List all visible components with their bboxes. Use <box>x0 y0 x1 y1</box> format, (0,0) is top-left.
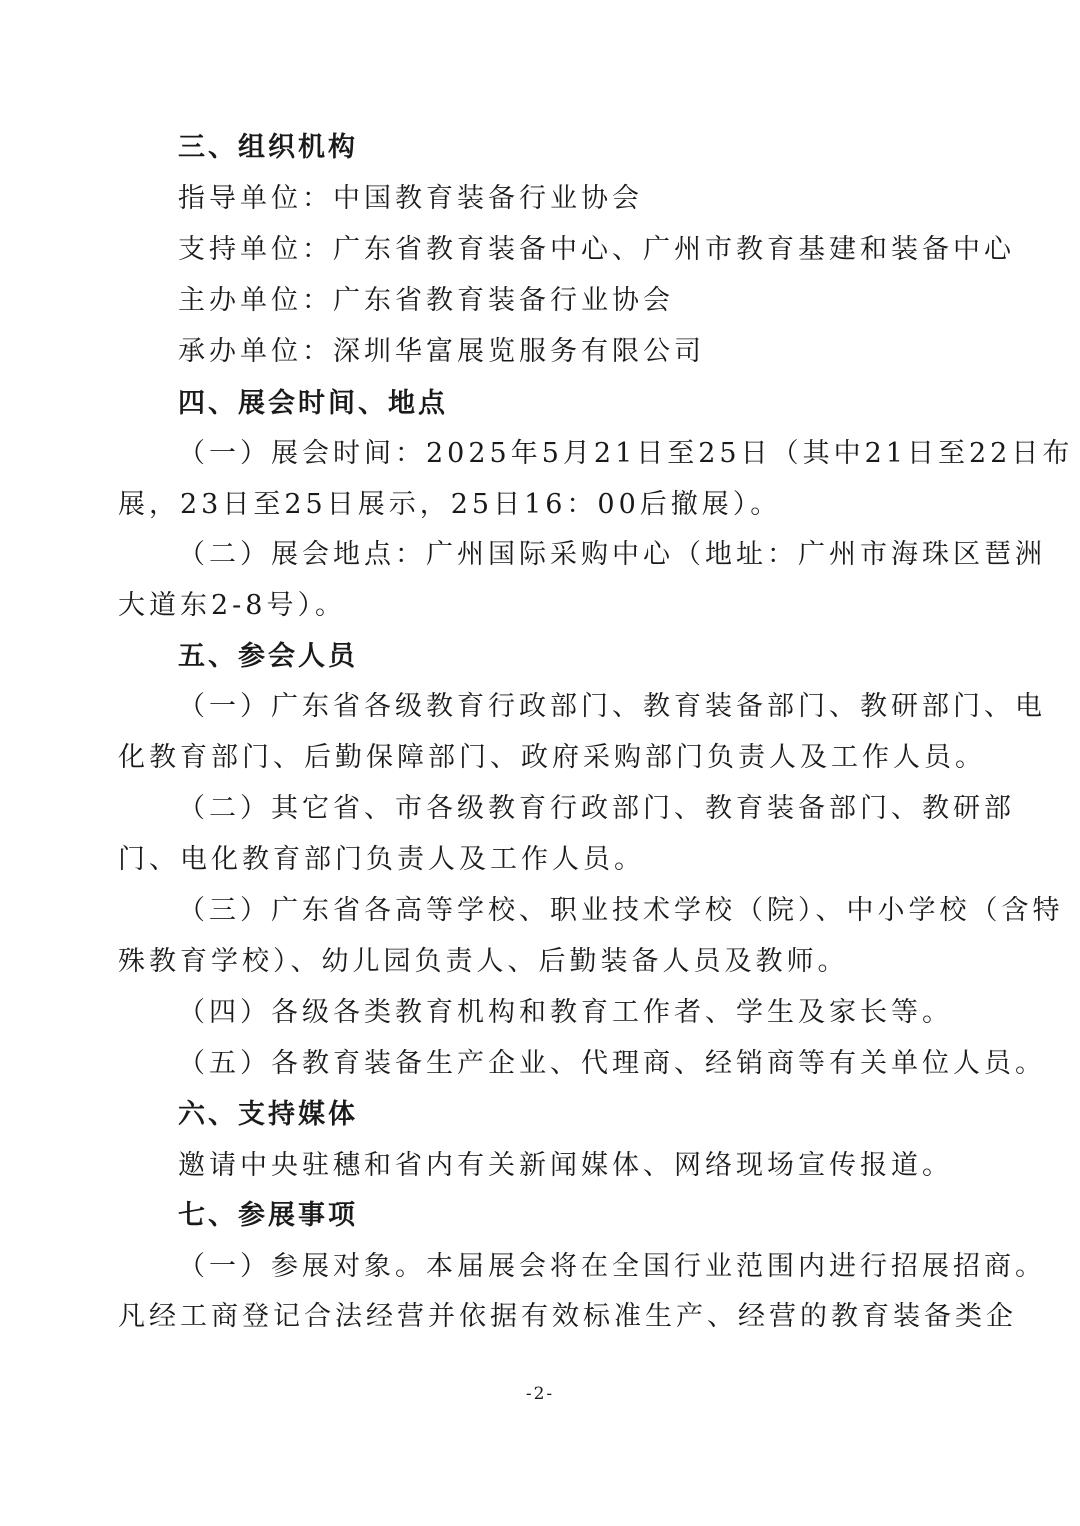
text-line: （二）其它省、市各级教育行政部门、教育装备部门、教研部 <box>178 793 1015 824</box>
page-number: -2- <box>525 1384 555 1404</box>
text-line: 指导单位：中国教育装备行业协会 <box>178 183 643 214</box>
text-line: （三）广东省各高等学校、职业技术学校（院）、中小学校（含特 <box>178 895 1064 926</box>
section-heading-attendees: 五、参会人员 <box>178 641 358 672</box>
text-line: （四）各级各类教育机构和教育工作者、学生及家长等。 <box>178 997 953 1028</box>
text-line: 邀请中央驻穗和省内有关新闻媒体、网络现场宣传报道。 <box>178 1150 953 1181</box>
text-line: （一）广东省各级教育行政部门、教育装备部门、教研部门、电 <box>178 691 1046 722</box>
text-line: 展，23日至25日展示，25日16：00后撤展）。 <box>118 489 782 520</box>
text-line: 承办单位：深圳华富展览服务有限公司 <box>178 336 705 367</box>
text-line: 凡经工商登记合法经营并依据有效标准生产、经营的教育装备类企 <box>118 1301 1017 1332</box>
text-line: 门、电化教育部门负责人及工作人员。 <box>118 844 645 875</box>
text-line: （二）展会地点：广州国际采购中心（地址：广州市海珠区琶洲 <box>178 539 1046 570</box>
text-line: 主办单位：广东省教育装备行业协会 <box>178 285 674 316</box>
text-line: 化教育部门、后勤保障部门、政府采购部门负责人及工作人员。 <box>118 742 986 773</box>
text-line: （五）各教育装备生产企业、代理商、经销商等有关单位人员。 <box>178 1048 1046 1079</box>
text-line: （一）展会时间：2025年5月21日至25日（其中21日至22日布 <box>178 438 1074 469</box>
section-heading-exhibition: 七、参展事项 <box>178 1200 358 1231</box>
section-heading-time-place: 四、展会时间、地点 <box>178 388 448 419</box>
section-heading-organization: 三、组织机构 <box>178 132 358 163</box>
text-line: （一）参展对象。本届展会将在全国行业范围内进行招展招商。 <box>178 1251 1046 1282</box>
text-line: 大道东2-8号）。 <box>118 590 346 621</box>
section-heading-media: 六、支持媒体 <box>178 1099 358 1130</box>
text-line: 支持单位：广东省教育装备中心、广州市教育基建和装备中心 <box>178 234 1015 265</box>
text-line: 殊教育学校）、幼儿园负责人、后勤装备人员及教师。 <box>118 946 849 977</box>
